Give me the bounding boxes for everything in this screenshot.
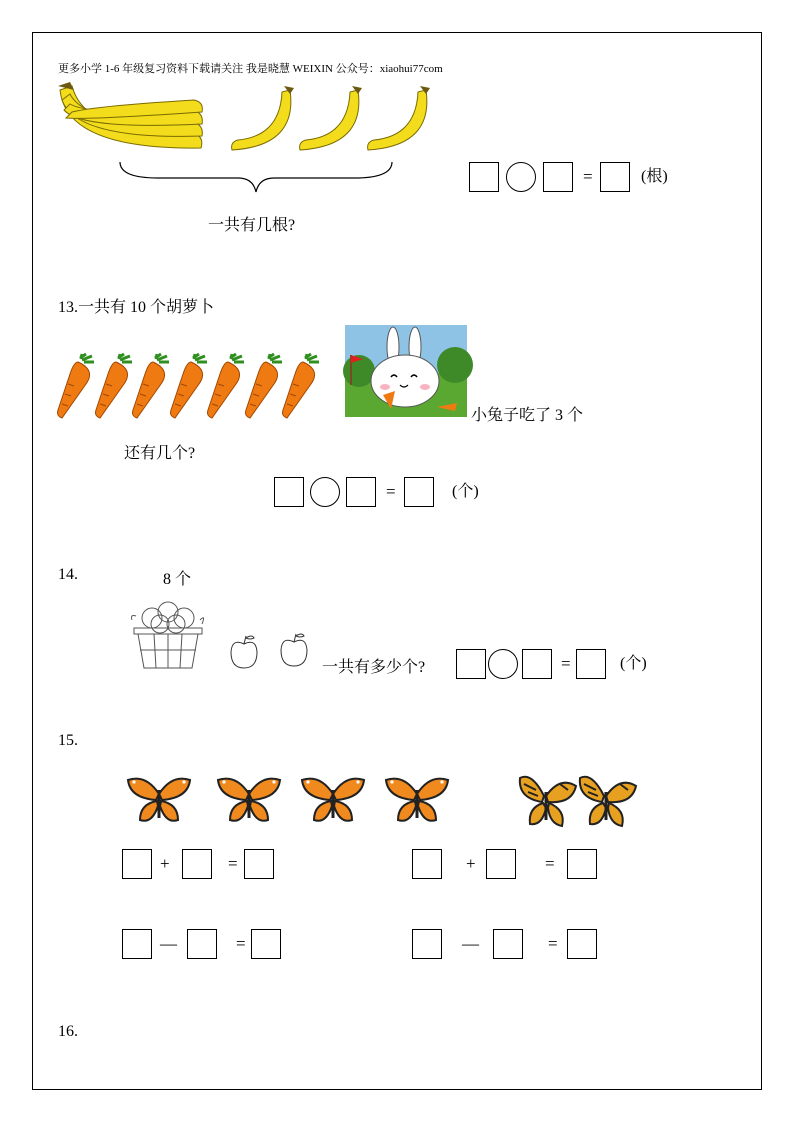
answer-box[interactable]: [122, 929, 152, 959]
equals-sign: =: [228, 854, 238, 873]
butterfly-image: [216, 774, 282, 830]
minus-sign: —: [160, 934, 177, 953]
equals-sign: =: [236, 934, 246, 953]
equals-sign: =: [583, 167, 593, 186]
answer-box[interactable]: [543, 162, 573, 192]
apple-basket-image: [128, 594, 208, 674]
butterfly-row: [120, 770, 650, 830]
carrot-image: [56, 354, 96, 420]
unit-label: (个): [620, 655, 647, 672]
equals-sign: =: [386, 482, 396, 501]
answer-box[interactable]: [122, 849, 152, 879]
equals-sign: =: [545, 854, 555, 873]
question-13-title: 13.一共有 10 个胡萝卜: [58, 299, 215, 316]
answer-box[interactable]: [576, 649, 606, 679]
unit-label: (个): [452, 483, 479, 500]
banana-single-image: [364, 86, 432, 156]
answer-box[interactable]: [456, 649, 486, 679]
carrot-image: [94, 354, 134, 420]
carrot-image: [281, 354, 321, 420]
operator-circle[interactable]: [488, 649, 518, 679]
answer-box[interactable]: [412, 929, 442, 959]
page-header: 更多小学 1-6 年级复习资料下载请关注 我是晓慧 WEIXIN 公众号：xiaohui77com: [58, 63, 443, 75]
question-16-number: 16.: [58, 1023, 78, 1040]
butterfly-image: [300, 774, 366, 830]
answer-box[interactable]: [412, 849, 442, 879]
carrot-image: [244, 354, 284, 420]
carrot-image: [206, 354, 246, 420]
plus-sign: +: [160, 854, 170, 873]
answer-box[interactable]: [346, 477, 376, 507]
apple-outline-image: [278, 632, 310, 670]
rabbit-image: [345, 325, 467, 417]
answer-box[interactable]: [567, 849, 597, 879]
apple-outline-image: [228, 634, 260, 672]
answer-box[interactable]: [469, 162, 499, 192]
banana-single-image: [228, 86, 296, 156]
rabbit-ate-text: 小兔子吃了 3 个: [471, 407, 584, 424]
question-15-number: 15.: [58, 732, 78, 749]
butterfly-image: [384, 774, 450, 830]
carrot-image: [131, 354, 171, 420]
answer-box[interactable]: [274, 477, 304, 507]
minus-sign: —: [462, 934, 479, 953]
butterfly-image: [516, 770, 580, 830]
butterfly-image: [126, 774, 192, 830]
answer-box[interactable]: [404, 477, 434, 507]
question-13-ask: 还有几个?: [124, 445, 196, 462]
answer-box[interactable]: [182, 849, 212, 879]
plus-sign: +: [466, 854, 476, 873]
answer-box[interactable]: [567, 929, 597, 959]
carrot-row: [56, 354, 326, 420]
question-14-ask: 一共有多少个?: [322, 659, 426, 676]
operator-circle[interactable]: [506, 162, 536, 192]
operator-circle[interactable]: [310, 477, 340, 507]
banana-single-image: [296, 86, 364, 156]
basket-count-label: 8 个: [163, 571, 192, 588]
equals-sign: =: [548, 934, 558, 953]
answer-box[interactable]: [187, 929, 217, 959]
answer-box[interactable]: [600, 162, 630, 192]
question-14-number: 14.: [58, 566, 78, 583]
carrot-image: [169, 354, 209, 420]
equals-sign: =: [561, 654, 571, 673]
answer-box[interactable]: [244, 849, 274, 879]
banana-bunch-image: [56, 80, 206, 160]
answer-box[interactable]: [251, 929, 281, 959]
answer-box[interactable]: [522, 649, 552, 679]
brace-icon: [118, 160, 398, 196]
unit-label: (根): [641, 168, 668, 185]
butterfly-image: [576, 770, 640, 830]
banana-question: 一共有几根?: [208, 217, 296, 234]
answer-box[interactable]: [486, 849, 516, 879]
answer-box[interactable]: [493, 929, 523, 959]
